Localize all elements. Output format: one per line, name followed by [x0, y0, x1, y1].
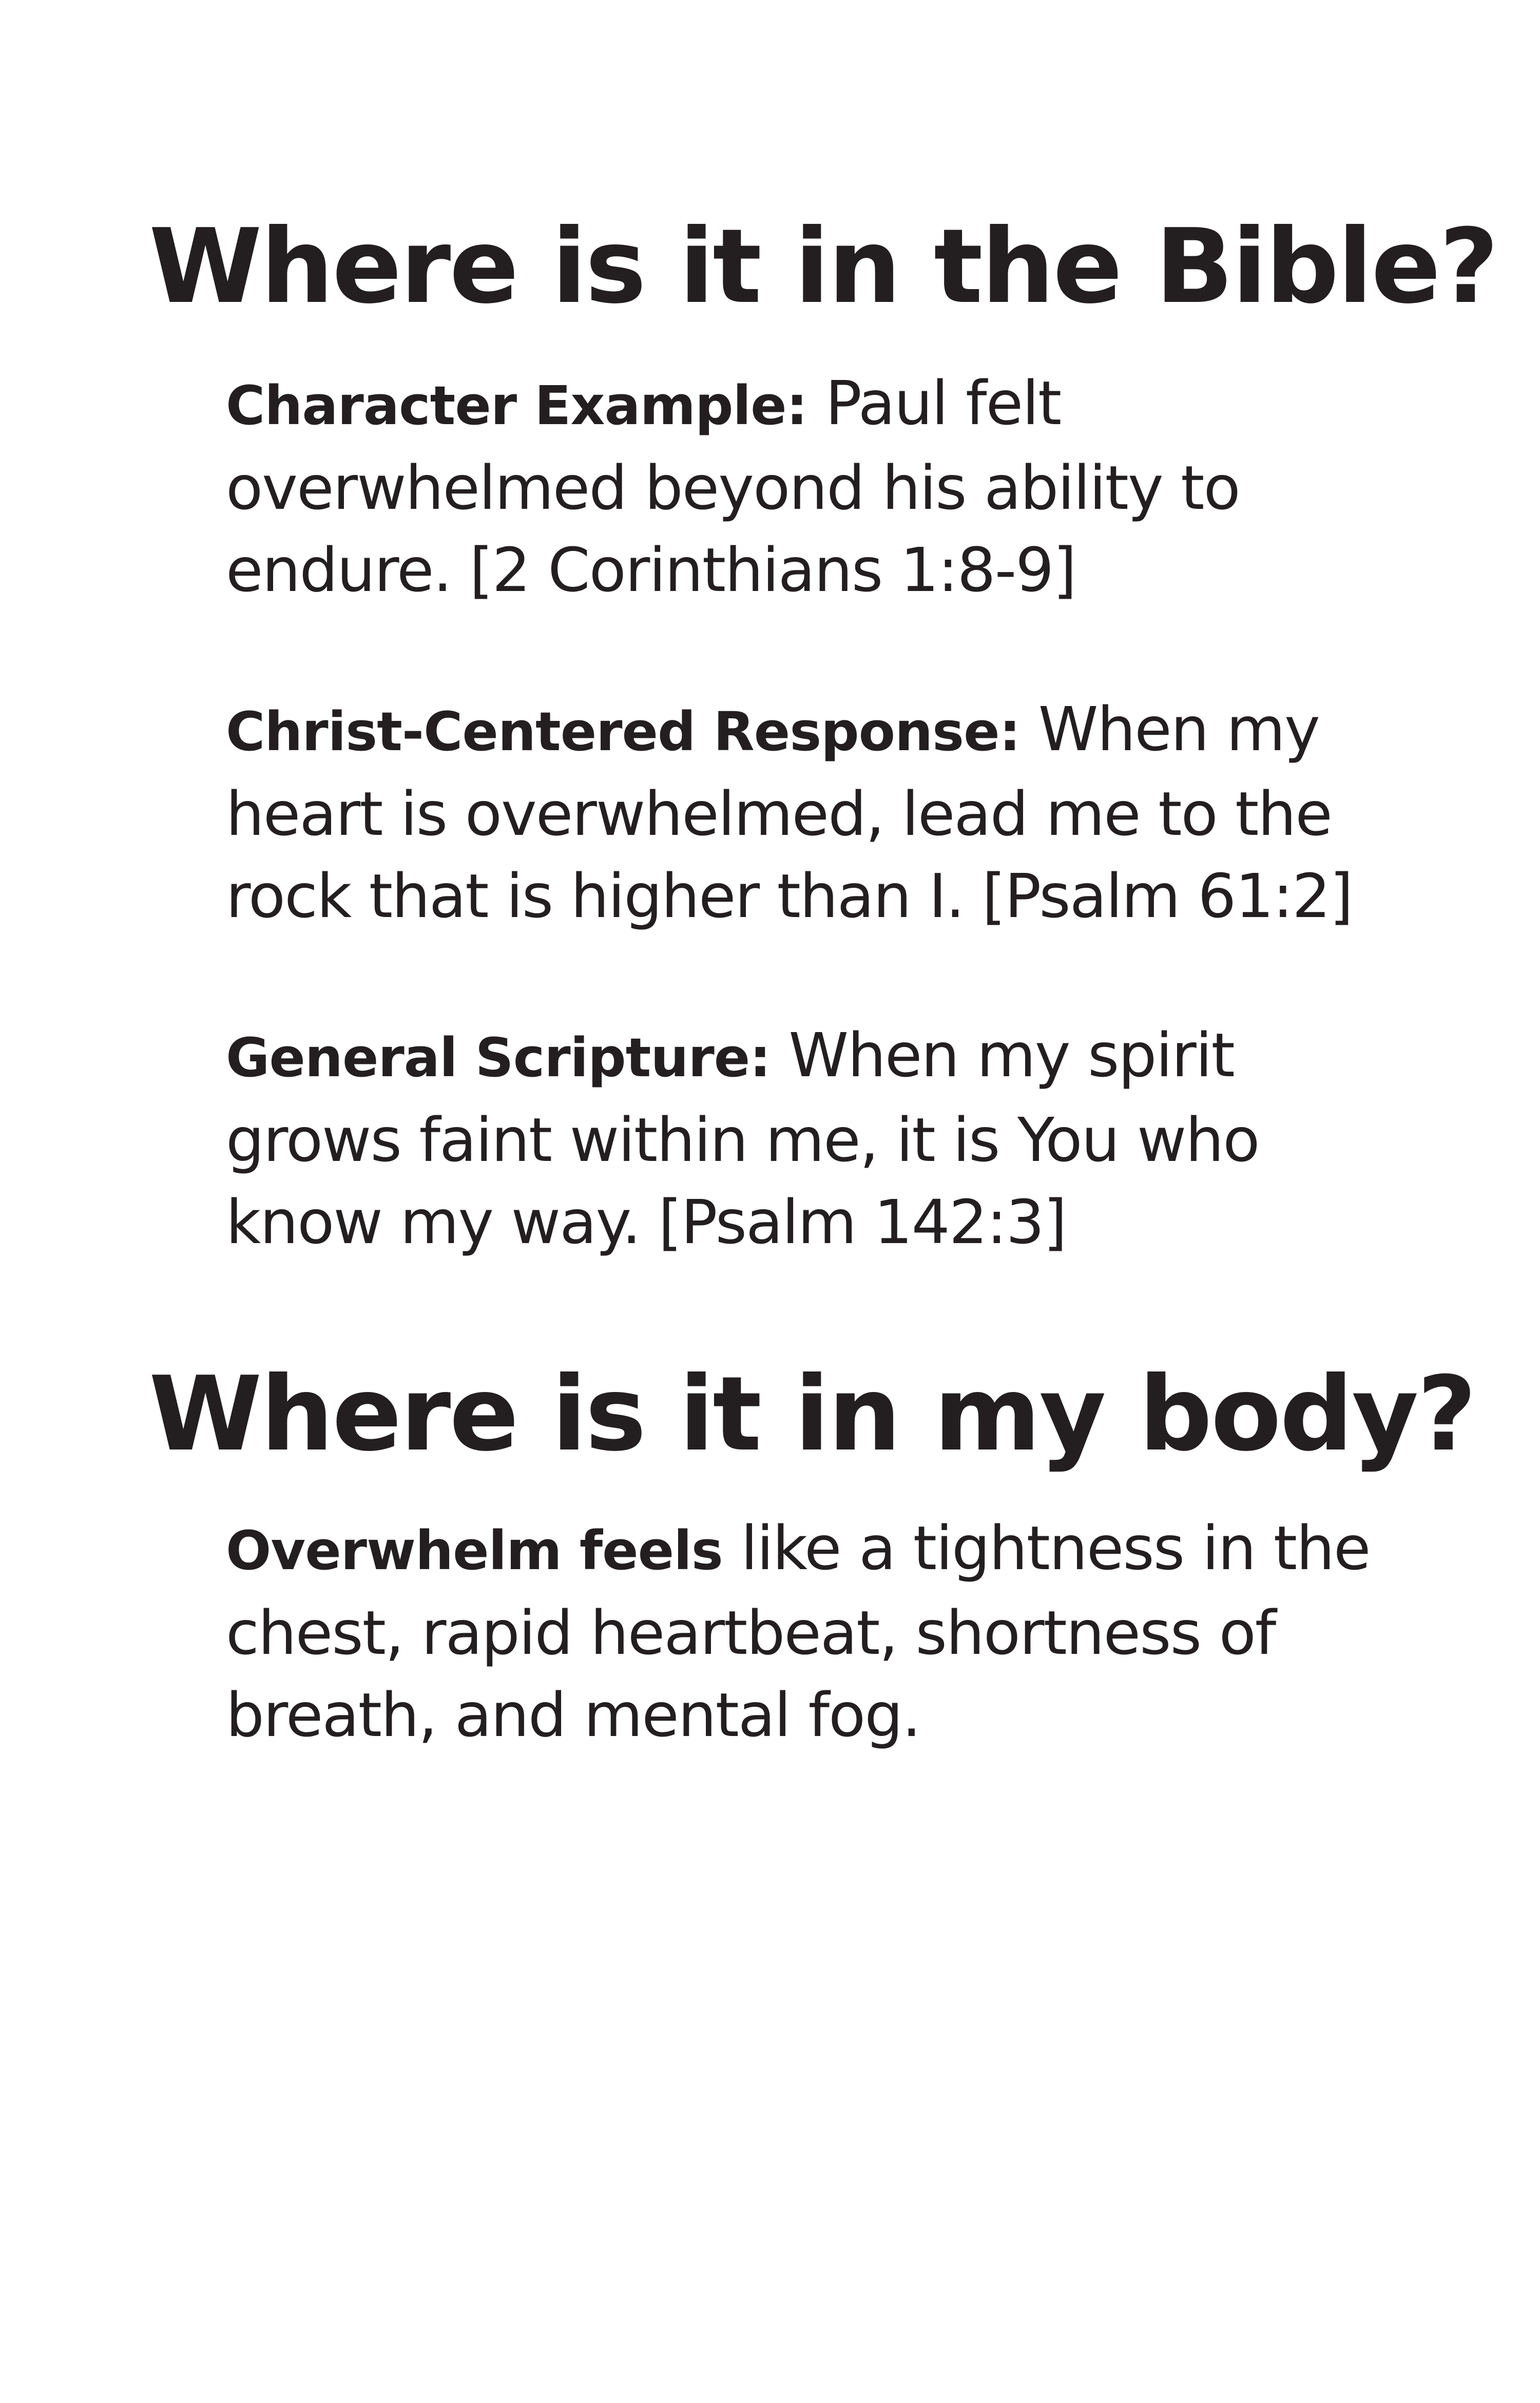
entry-lead: Character Example: — [226, 374, 807, 437]
entry-lead: General Scripture: — [226, 1026, 771, 1089]
entry-lead: Christ-Centered Response: — [226, 700, 1021, 763]
entry-christ-centered-response — [226, 688, 1396, 937]
entry-text: When my spirit grows faint within me, it is You who know my way. [Psalm 142:3] — [226, 1020, 1259, 1257]
entry-overwhelm-feels — [226, 1507, 1396, 1756]
entry-text: like a tightness in the chest, rapid heartbeat, shortness of breath, and mental fog. — [226, 1513, 1370, 1750]
entry-lead: Overwhelm feels — [226, 1519, 723, 1582]
entry-text: When my heart is overwhelmed, lead me to the rock that is higher than I. [Psalm 61:2] — [226, 694, 1353, 931]
heading-bible: Where is it in the Bible? — [149, 207, 1497, 327]
entry-character-example — [226, 362, 1396, 611]
heading-body: Where is it in my body? — [149, 1355, 1475, 1474]
entry-general-scripture — [226, 1014, 1396, 1263]
entry-text: Paul felt overwhelmed beyond his ability to endure. [2 Corinthians 1:8-9] — [226, 368, 1240, 605]
